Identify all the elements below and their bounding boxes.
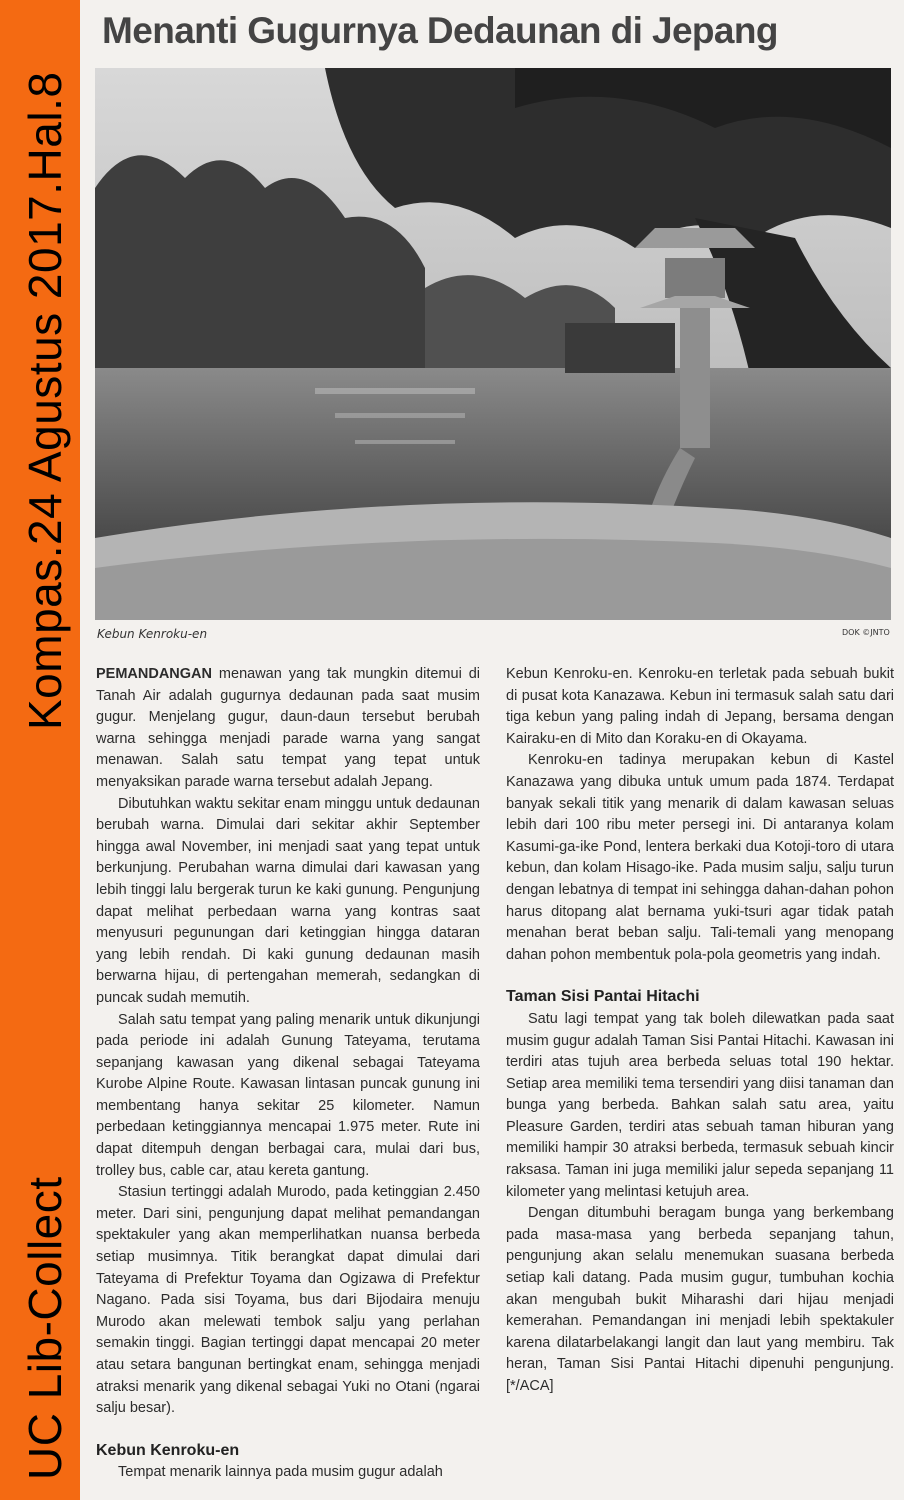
photo-caption: Kebun Kenroku-en: [97, 627, 208, 641]
paragraph: Tempat menarik lainnya pada musim gugur adalah: [118, 1464, 443, 1481]
paragraph: [96, 664, 480, 794]
paragraph: Kenroku-en tadinya merupakan kebun di Kastel Kanazawa yang dibuka untuk umum pada 1874. Terdapat banyak sekali titik yang menarik di dalam kawasan seluas lebih dari 100 ribu meter persegi ini. Di antaranya kolam Kasumi-ga-ike Pond, lentera berkaki dua Kotoji-toro di utara kebun, dan kolam Hisago-ike. Pada musim salju, salju turun dengan lebatnya di tempat ini sehingga dahan-dahan pohon harus ditopang alat bernama yuki-tsuri agar tidak patah menahan berat beban salju. Tali-temali yang menopang dahan pohon membentuk pola-pola geometris yang indah.: [506, 752, 894, 963]
library-sidebar: [0, 0, 80, 1500]
subheading: Taman Sisi Pantai Hitachi: [506, 988, 700, 1006]
article-headline: Menanti Gugurnya Dedaunan di Jepang: [102, 10, 778, 51]
article-column-right: [506, 664, 894, 1398]
paragraph: Kebun Kenroku-en. Kenroku-en terletak pada sebuah bukit di pusat kota Kanazawa. Kebun ini termasuk salah satu dari tiga kebun yang paling indah di Jepang, bersama dengan Kairaku-en di Mito dan Koraku-en di Okayama.: [506, 666, 894, 747]
paragraph-text: menawan yang tak mungkin ditemui di Tanah Air adalah gugurnya dedaunan pada saat musim gugur. Menjelang gugur, daun-daun tersebut berubah warna sehingga menjadi parade warna yang sangat menawan. Salah satu tempat yang tepat untuk menyaksikan parade warna tersebut adalah Jepang.: [96, 666, 480, 790]
paragraph: Stasiun tertinggi adalah Murodo, pada ketinggian 2.450 meter. Dari sini, pengunjung dapat melihat pemandangan spektakuler yang akan memperlihatkan nuansa berbeda setiap musimnya. Titik berangkat dapat dimulai dari Tateyama di Prefektur Toyama dan Ogizawa di Prefektur Nagano. Pada sisi Toyama, bus dari Bijodaira menuju Murodo akan melewati tembok salju yang perlahan semakin tinggi. Bagian tertinggi dapat mencapai 20 meter atau setara bangunan bertingkat enam, sehingga menjadi atraksi menarik yang dikenal sebagai Yuki no Otani (ngarai salju besar).: [96, 1184, 480, 1417]
paragraph: Dengan ditumbuhi beragam bunga yang berkembang pada masa-masa yang berbeda sepanjang tahun, pengunjung akan selalu menemukan suasana berbeda setiap kali datang. Pada musim gugur, tumbuhan kochia akan mengubah bukit Miharashi dari hijau menjadi kemerahan. Pemandangan ini menjadi lebih spektakuler karena dilatarbelakangi langit dan laut yang membiru. Tak heran, Taman Sisi Pantai Hitachi dipenuhi pengunjung. [*/ACA]: [506, 1205, 894, 1394]
subheading: Kebun Kenroku-en: [96, 1441, 240, 1459]
paragraph: Satu lagi tempat yang tak boleh dilewatkan pada saat musim gugur adalah Taman Sisi Pantai Hitachi. Kawasan ini terdiri atas tujuh area berbeda seluas total 190 hektar. Setiap area memiliki tema tersendiri yang diisi tanaman dan bunga yang berbeda. Bahkan salah satu area, yaitu Pleasure Garden, terdiri atas sebuah taman hiburan yang memiliki hampir 30 atraksi berbeda, termasuk sebuah kincir raksasa. Taman ini juga memiliki jalur sepeda sepanjang 11 kilometer yang melintasi ketujuh area.: [506, 1010, 894, 1200]
paragraph: Dibutuhkan waktu sekitar enam minggu untuk dedaunan berubah warna. Dimulai dari sekitar akhir September hingga awal November, ini menjadi saat yang tepat untuk berkunjung. Perubahan warna dimulai dari kawasan yang lebih tinggi lalu bergerak turun ke kaki gunung. Pengunjung dapat melihat perbedaan warna yang kontras saat menyusuri pegunungan dari ketinggian hingga dataran yang lebih rendah. Di kaki gunung dedaunan masih berwarna hijau, di pertengahan memerah, sedangkan di puncak sudah memutih.: [96, 795, 480, 1006]
paragraph: Salah satu tempat yang paling menarik untuk dikunjungi pada periode ini adalah Gunung Tateyama, terutama sepanjang kawasan yang dikenal sebagai Tateyama Kurobe Alpine Route. Kawasan lintasan puncak gunung ini membentang hanya sekitar 25 kilometer. Namun perbedaan ketinggiannya mencapai 1.975 meter. Rute ini dapat ditempuh dengan berbagai cara, mulai dari bus, trolley bus, cable car, atau kereta gantung.: [96, 1011, 480, 1179]
photo-credit: DOK ©JNTO: [842, 628, 890, 637]
article-column-left: [96, 664, 480, 1484]
garden-photo: [95, 68, 891, 620]
lead-word: PEMANDANGAN: [96, 666, 212, 682]
source-label: Kompas.24 Agustus 2017.Hal.8: [19, 71, 71, 730]
collection-label: UC Lib-Collect: [19, 1176, 71, 1480]
